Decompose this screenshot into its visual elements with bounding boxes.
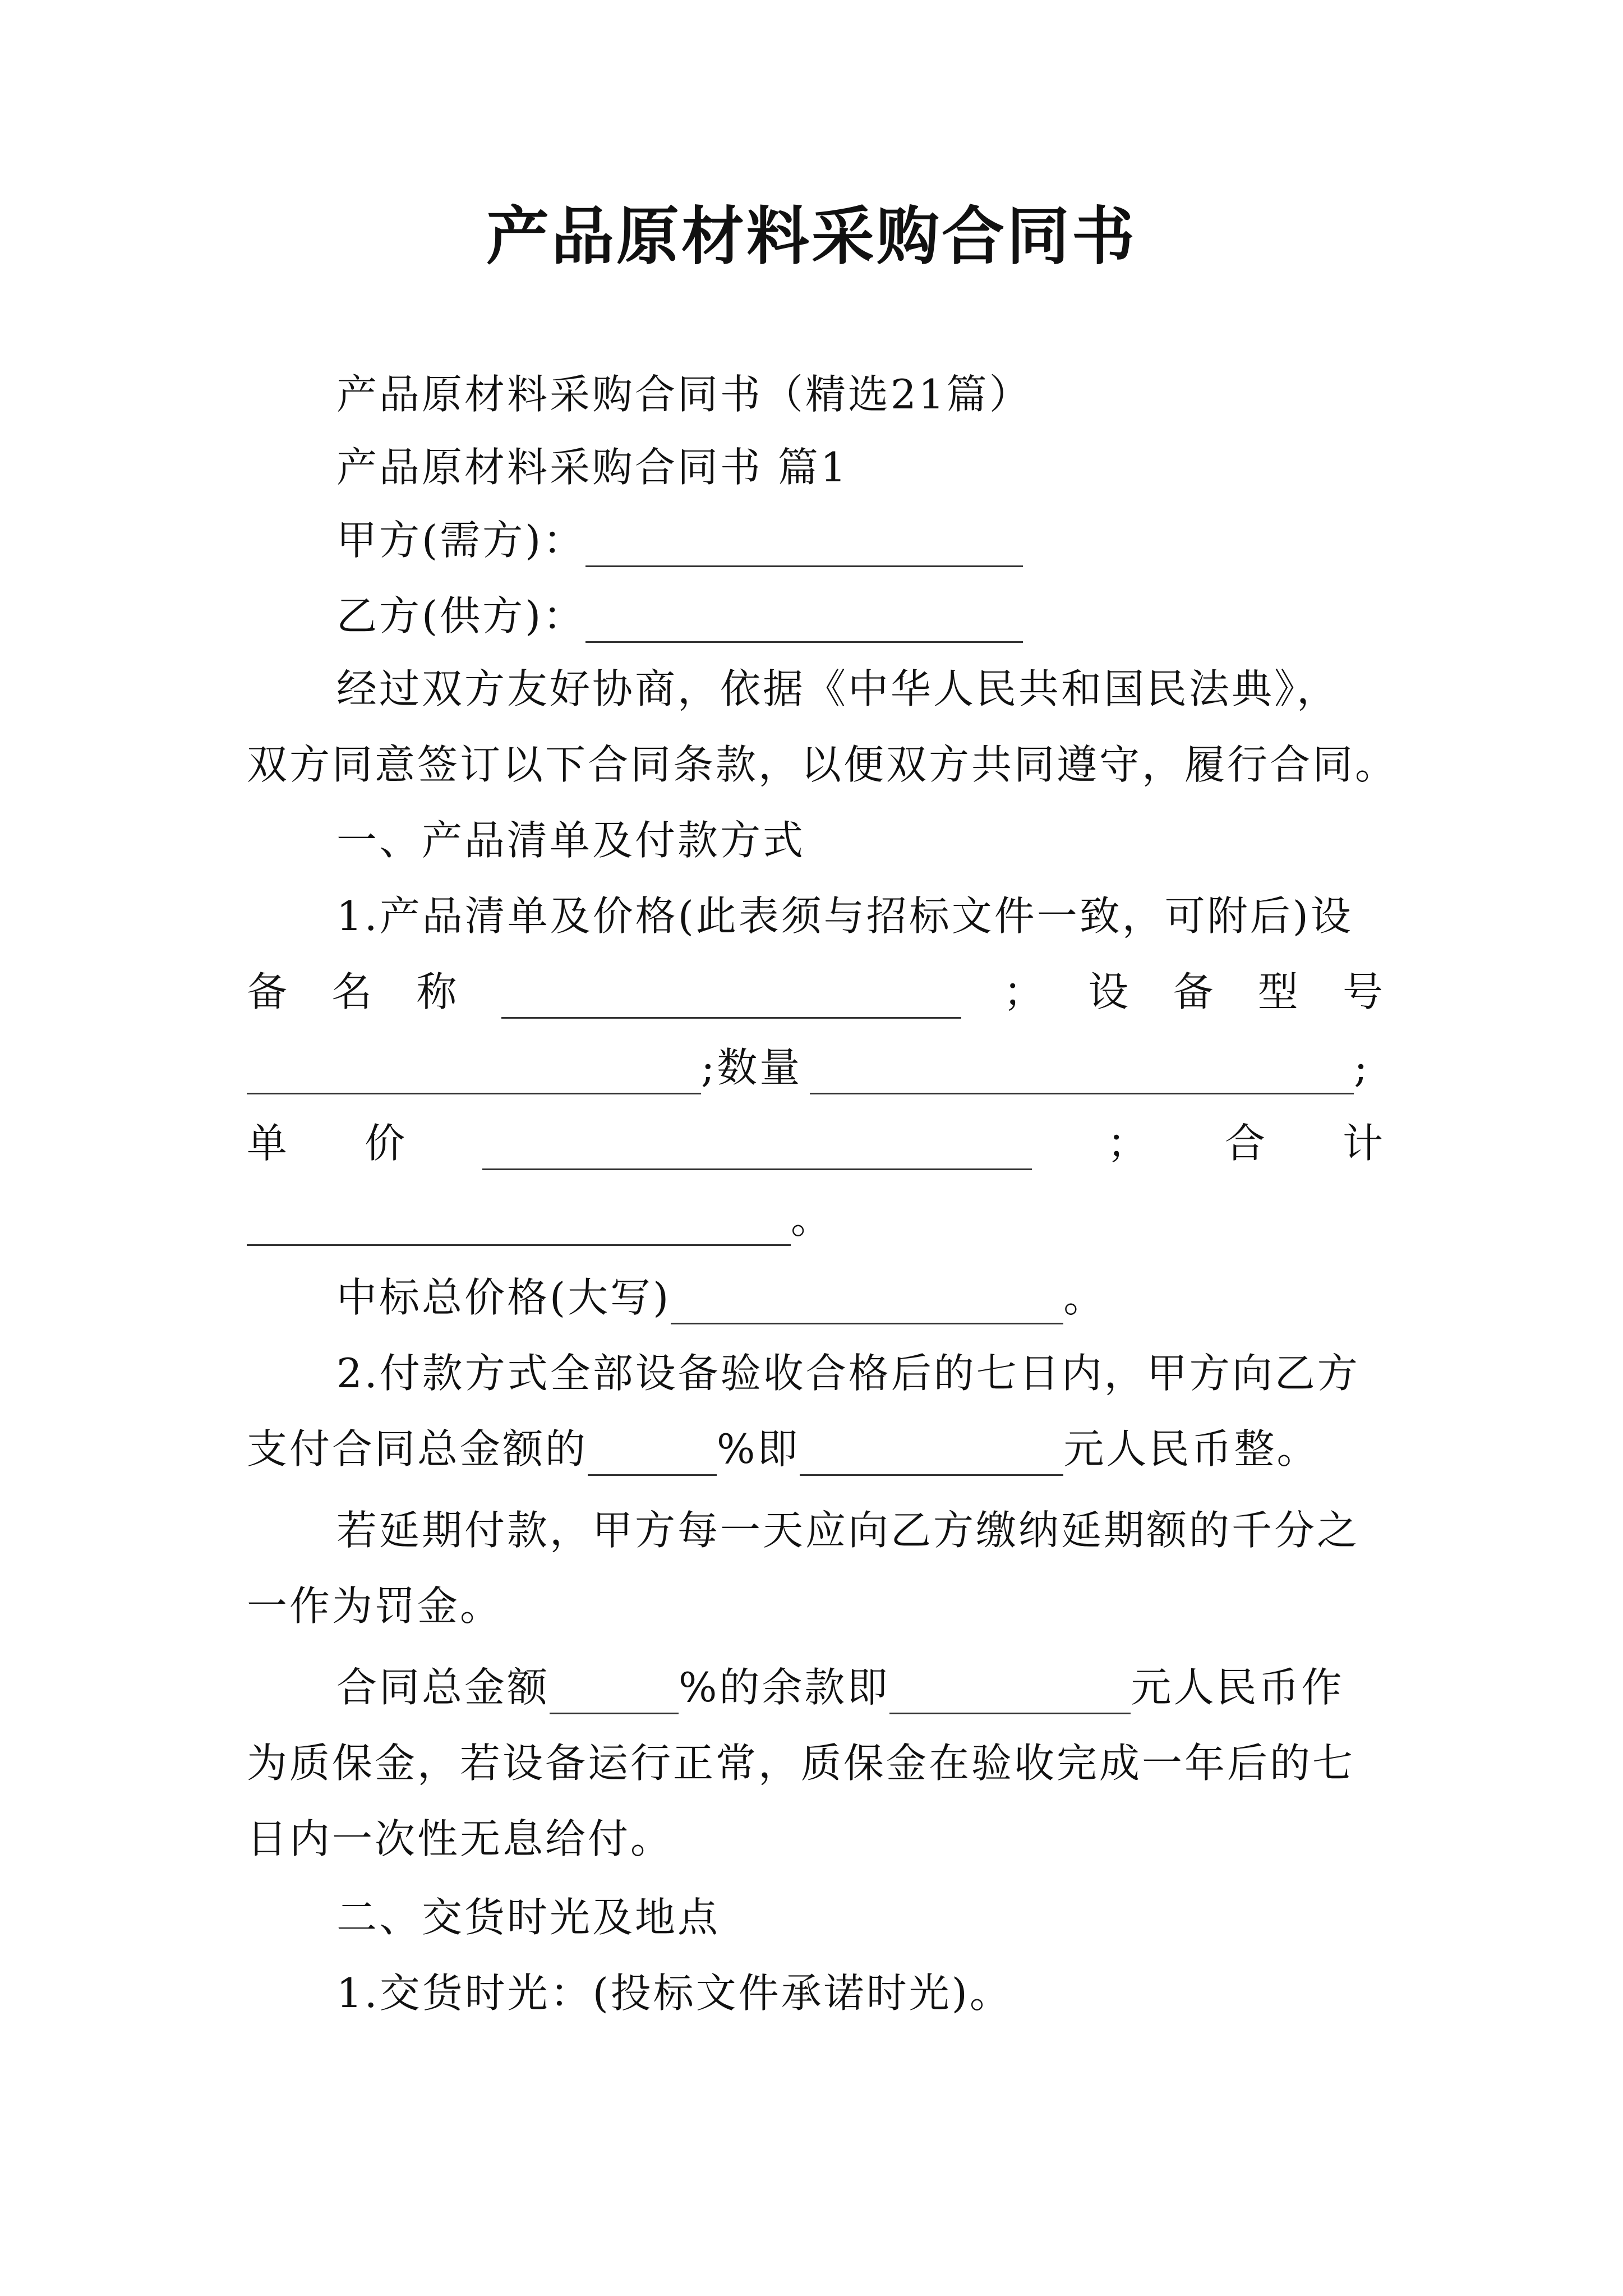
intro-paragraph-line-1: 经过双方友好协商，依据《中华人民共和国民法典》， [336, 665, 1340, 712]
document-title: 产品原材料采购合同书 [486, 200, 1137, 273]
item1-line-5 [247, 1192, 833, 1246]
late-payment-line-1: 若延期付款，甲方每一天应向乙方缴纳延期额的千分之 [336, 1507, 1360, 1554]
retention-line-1 [336, 1660, 1344, 1714]
retention-percent-blank [550, 1671, 679, 1714]
total-char: 合 [1224, 1120, 1267, 1167]
item1-line-4 [247, 1116, 1385, 1170]
equipment-model-char: 备 [1173, 968, 1216, 1015]
unit-price-blank [482, 1127, 1032, 1170]
party-b-line [336, 589, 1023, 643]
payment-label: 支付合同总金额的 [247, 1425, 588, 1473]
total-char: 计 [1342, 1120, 1385, 1167]
bid-total-line [336, 1271, 1106, 1324]
party-a-label: 甲方(需方)： [336, 517, 586, 564]
quantity-blank [810, 1051, 1354, 1094]
retention-label: 合同总金额 [336, 1664, 550, 1711]
party-a-line [336, 513, 1023, 567]
equipment-model-char: 号 [1342, 968, 1385, 1015]
quantity-semicolon: ; [1354, 1044, 1370, 1091]
total-blank [247, 1203, 791, 1246]
equipment-name-blank [501, 976, 961, 1019]
intro-paragraph-line-2: 双方同意签订以下合同条款，以便双方共同遵守，履行合同。 [247, 741, 1398, 788]
item1-end: 。 [791, 1195, 834, 1243]
equipment-model-char: 设 [1088, 968, 1131, 1015]
retention-amount-blank [889, 1671, 1131, 1714]
heading-section-2: 二、交货时光及地点 [336, 1894, 721, 1941]
total-char: ； [1106, 1120, 1150, 1167]
item1-line-2 [247, 965, 1385, 1019]
party-b-label: 乙方(供方)： [336, 592, 586, 639]
bid-total-label: 中标总价格(大写) [336, 1274, 671, 1321]
retention-end: 元人民币作 [1131, 1664, 1344, 1711]
payment-line-1: 2.付款方式全部设备验收合格后的七日内，甲方向乙方 [336, 1350, 1360, 1397]
section-title: 产品原材料采购合同书 篇1 [336, 444, 849, 491]
payment-amount-blank [800, 1433, 1063, 1476]
unit-price-char: 单 [247, 1120, 290, 1167]
retention-line-2: 为质保金，若设备运行正常，质保金在验收完成一年后的七 [247, 1740, 1355, 1787]
equipment-model-char: ； [1003, 968, 1046, 1015]
item1-line-1: 1.产品清单及价格(此表须与招标文件一致，可附后)设 [336, 892, 1353, 940]
item1-line-3 [247, 1041, 1370, 1094]
payment-percent-label: %即 [717, 1425, 800, 1473]
party-a-blank [585, 524, 1023, 567]
heading-section-1: 一、产品清单及付款方式 [336, 817, 806, 864]
delivery-line-1: 1.交货时光：(投标文件承诺时光)。 [336, 1970, 1012, 2017]
subtitle: 产品原材料采购合同书（精选21篇） [336, 371, 1032, 418]
party-b-blank [585, 600, 1023, 643]
retention-percent-label: %的余款即 [679, 1664, 890, 1711]
payment-percent-blank [588, 1433, 717, 1476]
equipment-name-char: 称 [416, 968, 459, 1015]
unit-price-char: 价 [365, 1120, 408, 1167]
equipment-name-char: 备 [247, 968, 290, 1015]
retention-line-3: 日内一次性无息给付。 [247, 1815, 674, 1862]
payment-line-2 [247, 1422, 1319, 1476]
equipment-name-char: 名 [331, 968, 375, 1015]
bid-total-end: 。 [1063, 1274, 1106, 1321]
late-payment-line-2: 一作为罚金。 [247, 1582, 503, 1630]
bid-total-blank [671, 1281, 1063, 1324]
payment-end: 元人民币整。 [1063, 1425, 1320, 1473]
equipment-model-char: 型 [1257, 968, 1301, 1015]
equipment-model-blank [247, 1051, 701, 1094]
quantity-label: ;数量 [701, 1044, 803, 1091]
